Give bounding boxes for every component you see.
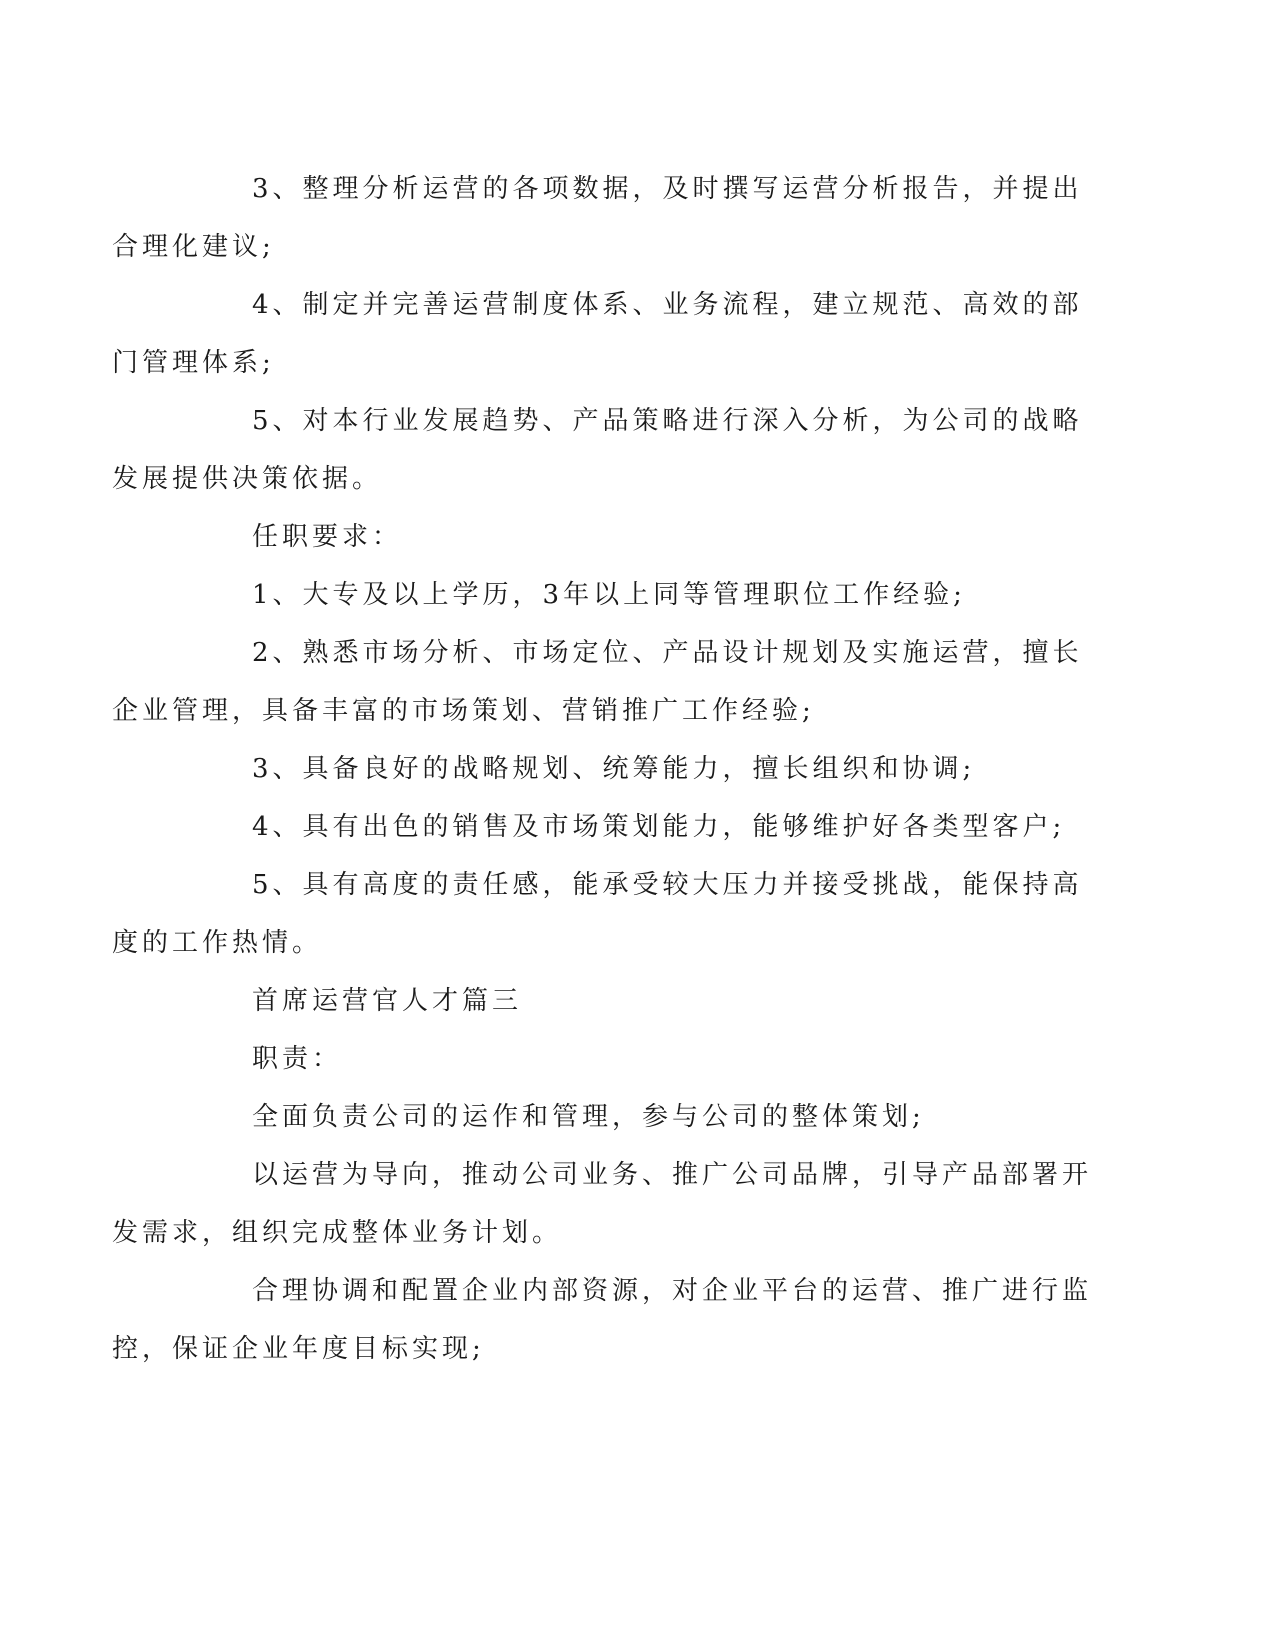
paragraph-line: 职责： (252, 1044, 343, 1074)
paragraph-line: 5、具有高度的责任感，能承受较大压力并接受挑战，能保持高 (252, 870, 1083, 900)
heading-requirements (182, 508, 1032, 566)
paragraph-line: 4、具有出色的销售及市场策划能力，能够维护好各类型客户; (252, 812, 1066, 842)
document-body (112, 160, 1093, 1378)
section-title (182, 972, 1032, 1030)
paragraph-line: 4、制定并完善运营制度体系、业务流程，建立规范、高效的部 (252, 290, 1083, 320)
heading-duties (182, 1030, 1032, 1088)
paragraph-requirement-2 (112, 624, 1083, 740)
paragraph-line: 发需求，组织完成整体业务计划。 (112, 1218, 563, 1248)
paragraph-requirement-4 (182, 798, 1066, 856)
paragraph-line: 5、对本行业发展趋势、产品策略进行深入分析，为公司的战略 (252, 406, 1083, 436)
paragraph-requirement-1 (182, 566, 1032, 624)
paragraph-line: 3、具备良好的战略规划、统筹能力，擅长组织和协调; (252, 754, 976, 784)
paragraph-duty-5 (112, 392, 1083, 508)
paragraph-duty-b (112, 1146, 1093, 1262)
paragraph-line: 合理化建议; (112, 232, 275, 262)
paragraph-duty-c (112, 1262, 1093, 1378)
paragraph-line: 企业管理，具备丰富的市场策划、营销推广工作经验; (112, 696, 815, 726)
paragraph-duty-3 (112, 160, 1083, 276)
paragraph-requirement-3 (182, 740, 1032, 798)
paragraph-line: 3、整理分析运营的各项数据，及时撰写运营分析报告，并提出 (252, 174, 1083, 204)
paragraph-line: 任职要求： (252, 522, 403, 552)
paragraph-line: 以运营为导向，推动公司业务、推广公司品牌，引导产品部署开 (252, 1160, 1093, 1190)
paragraph-line: 合理协调和配置企业内部资源，对企业平台的运营、推广进行监 (252, 1276, 1093, 1306)
paragraph-line: 1、大专及以上学历，3年以上同等管理职位工作经验; (252, 580, 966, 610)
paragraph-requirement-5 (112, 856, 1083, 972)
paragraph-duty-a (182, 1088, 1032, 1146)
paragraph-line: 首席运营官人才篇三 (252, 986, 523, 1016)
paragraph-line: 门管理体系; (112, 348, 275, 378)
paragraph-line: 2、熟悉市场分析、市场定位、产品设计规划及实施运营，擅长 (252, 638, 1083, 668)
paragraph-line: 全面负责公司的运作和管理，参与公司的整体策划; (252, 1102, 925, 1132)
paragraph-line: 控，保证企业年度目标实现; (112, 1334, 485, 1364)
paragraph-line: 发展提供决策依据。 (112, 464, 383, 494)
paragraph-line: 度的工作热情。 (112, 928, 323, 958)
paragraph-duty-4 (112, 276, 1083, 392)
